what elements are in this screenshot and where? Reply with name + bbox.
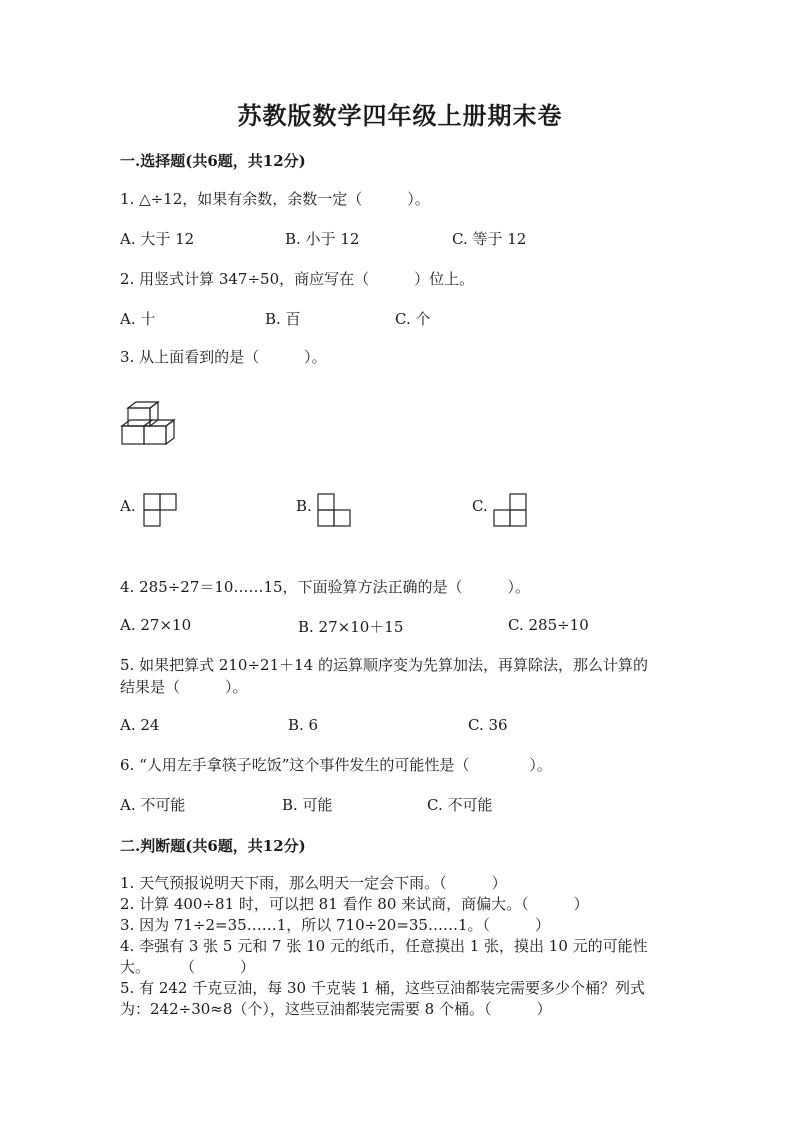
question-4: 4. 285÷27＝10……15，下面验算方法正确的是（ ）。	[120, 578, 531, 596]
q3-option-c[interactable]: C.	[472, 497, 488, 515]
question-5-line-2: 结果是（ ）。	[120, 678, 248, 696]
q3-option-c-figure	[492, 492, 530, 530]
question-3: 3. 从上面看到的是（ ）。	[120, 348, 327, 366]
q4-option-a[interactable]: A. 27×10	[120, 616, 192, 634]
judge-item-1: 1. 天气预报说明天下雨，那么明天一定会下雨。（ ）	[120, 874, 507, 892]
judge-item-5-line-2: 为：242÷30≈8（个），这些豆油都装完需要 8 个桶。（ ）	[120, 1000, 552, 1018]
q3-option-b-figure	[316, 492, 354, 530]
cube-stack-figure	[118, 398, 182, 446]
q2-option-a[interactable]: A. 十	[120, 310, 156, 328]
q5-option-a[interactable]: A. 24	[120, 716, 160, 734]
judge-item-5-line-1: 5. 有 242 千克豆油，每 30 千克装 1 桶，这些豆油都装完需要多少个桶？列式	[120, 979, 645, 997]
q5-option-b[interactable]: B. 6	[288, 716, 319, 734]
q3-option-b[interactable]: B.	[296, 497, 312, 515]
judge-item-2: 2. 计算 400÷81 时，可以把 81 看作 80 来试商，商偏大。（ ）	[120, 895, 589, 913]
q6-option-c[interactable]: C. 不可能	[427, 796, 493, 814]
judge-item-3: 3. 因为 71÷2=35……1，所以 710÷20=35……1。（ ）	[120, 916, 550, 934]
section-1-heading: 一.选择题(共6题，共12分)	[120, 152, 306, 170]
judge-item-4-line-2: 大。 （ ）	[120, 958, 256, 976]
q1-option-c[interactable]: C. 等于 12	[452, 230, 527, 248]
question-6: 6. “人用左手拿筷子吃饭”这个事件发生的可能性是（ ）。	[120, 756, 552, 774]
q1-option-b[interactable]: B. 小于 12	[285, 230, 360, 248]
q3-option-a[interactable]: A.	[120, 497, 136, 515]
q1-option-a[interactable]: A. 大于 12	[120, 230, 195, 248]
q4-option-b[interactable]: B. 27×10＋15	[298, 618, 404, 636]
q2-option-b[interactable]: B. 百	[265, 310, 301, 328]
section-2-heading: 二.判断题(共6题，共12分)	[120, 837, 306, 855]
q5-option-c[interactable]: C. 36	[468, 716, 508, 734]
q3-option-a-figure	[142, 492, 180, 530]
question-2: 2. 用竖式计算 347÷50，商应写在（ ）位上。	[120, 270, 475, 288]
q2-option-c[interactable]: C. 个	[395, 310, 431, 328]
q4-option-c[interactable]: C. 285÷10	[508, 616, 589, 634]
q6-option-a[interactable]: A. 不可能	[120, 796, 186, 814]
question-5-line-1: 5. 如果把算式 210÷21＋14 的运算顺序变为先算加法，再算除法，那么计算的	[120, 656, 648, 674]
q6-option-b[interactable]: B. 可能	[282, 796, 333, 814]
page-title: 苏教版数学四年级上册期末卷	[237, 101, 563, 130]
judge-item-4-line-1: 4. 李强有 3 张 5 元和 7 张 10 元的纸币，任意摸出 1 张，摸出 10 元的可能性	[120, 937, 648, 955]
question-1: 1. △÷12，如果有余数，余数一定（ ）。	[120, 190, 430, 208]
